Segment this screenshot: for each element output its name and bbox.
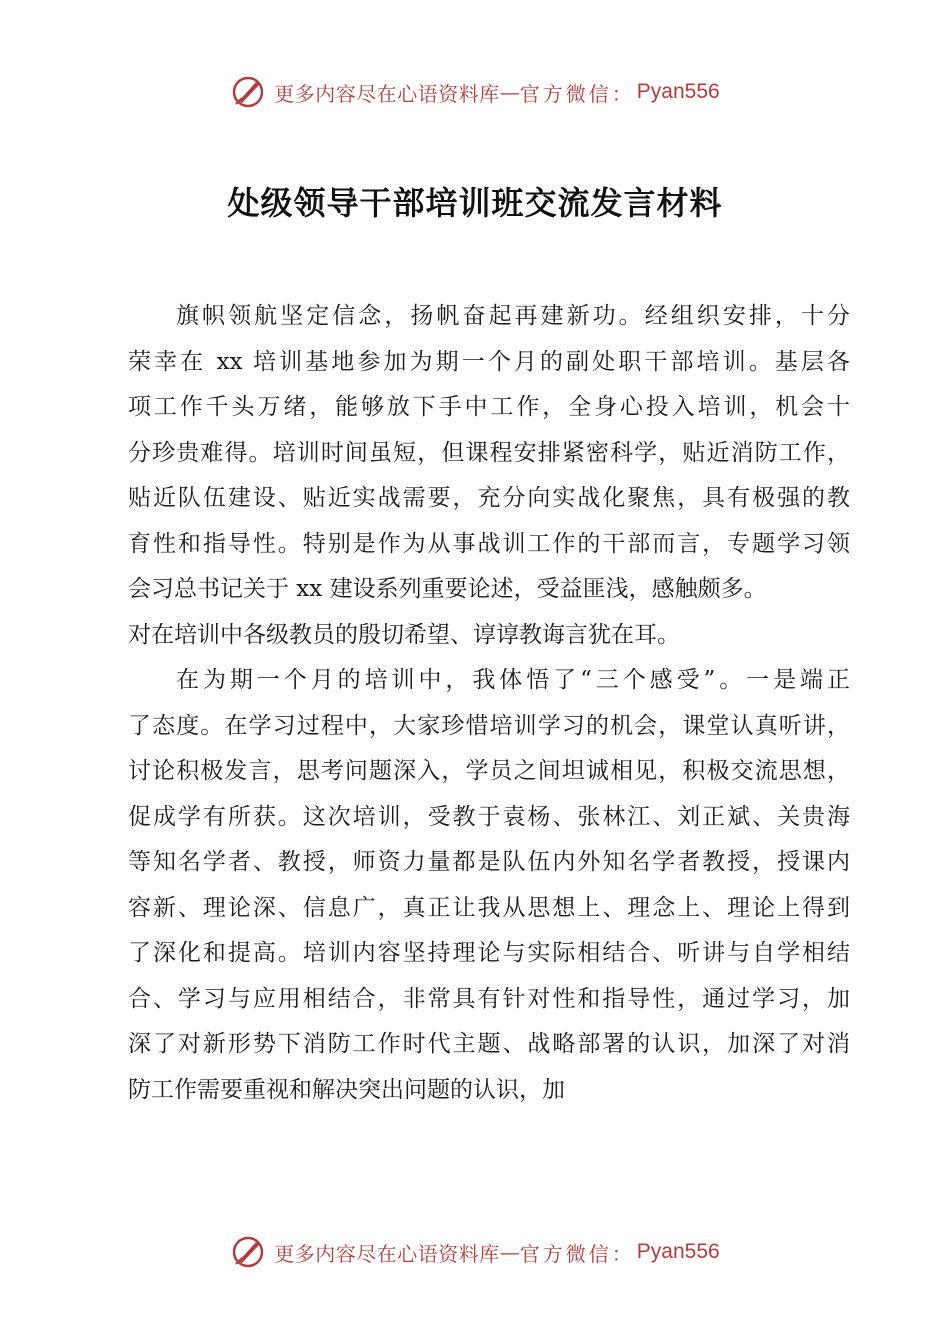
- footer-dash: —: [499, 1240, 520, 1264]
- body-line: 贴近队伍建设、贴近实战需要，充分向实战化聚焦，具有极强的教: [128, 485, 850, 511]
- body-line: 深了对新形势下消防工作时代主题、战略部署的认识，加深了对消: [128, 1031, 850, 1057]
- header-dash: —: [499, 80, 520, 104]
- footer-wechat-id: Pyan556: [636, 1240, 720, 1263]
- header-slogan: 更多内容尽在心语资料库: [274, 81, 500, 106]
- body-line: 了态度。在学习过程中，大家珍惜培训学习的机会，课堂认真听讲，: [128, 712, 850, 739]
- body-line: 旗帜领航坚定信念，扬帆奋起再建新功。经组织安排，十分: [176, 303, 850, 329]
- footer-slogan: 更多内容尽在心语资料库: [274, 1241, 500, 1266]
- footer-wechat-label: 官方微信：: [519, 1241, 635, 1266]
- body-line: 促成学有所获。这次培训，受教于袁杨、张林江、刘正斌、关贵海: [128, 803, 850, 830]
- quill-logo-icon: [230, 74, 266, 110]
- body-line: 合、学习与应用相结合，非常具有针对性和指导性，通过学习，加: [128, 985, 850, 1012]
- body-line: 荣幸在 xx 培训基地参加为期一个月的副处职干部培训。基层各: [128, 348, 850, 375]
- body-line: 会习总书记关于 xx 建设系列重要论述，受益匪浅，感触颇多。: [128, 576, 767, 602]
- body-line: 对在培训中各级教员的殷切希望、谆谆教诲言犹在耳。: [128, 621, 680, 648]
- body-line: 讨论积极发言，思考问题深入，学员之间坦诚相见，积极交流思想，: [128, 758, 850, 784]
- body-line: 在为期一个月的培训中，我体悟了“三个感受”。一是端正: [176, 667, 850, 693]
- body-line: 项工作千头万绪，能够放下手中工作，全身心投入培训，机会十: [128, 394, 850, 420]
- document-title: 处级领导干部培训班交流发言材料: [227, 184, 723, 222]
- body-line: 等知名学者、教授，师资力量都是队伍内外知名学者教授，授课内: [128, 849, 850, 875]
- header-watermark: [0, 72, 950, 112]
- body-line: 分珍贵难得。培训时间虽短，但课程安排紧密科学，贴近消防工作，: [128, 439, 850, 466]
- header-wechat-id: Pyan556: [636, 80, 720, 103]
- body-line: 容新、理论深、信息广，真正让我从思想上、理念上、理论上得到: [128, 894, 850, 921]
- body-line: 防工作需要重视和解决突出问题的认识，加: [128, 1076, 565, 1103]
- quill-logo-icon: [230, 1234, 266, 1270]
- document-body: [128, 294, 850, 1113]
- footer-watermark: [0, 1232, 950, 1272]
- header-wechat-label: 官方微信：: [519, 81, 635, 106]
- body-line: 育性和指导性。特别是作为从事战训工作的干部而言，专题学习领: [128, 530, 850, 557]
- body-line: 了深化和提高。培训内容坚持理论与实际相结合、听讲与自学相结: [128, 940, 850, 966]
